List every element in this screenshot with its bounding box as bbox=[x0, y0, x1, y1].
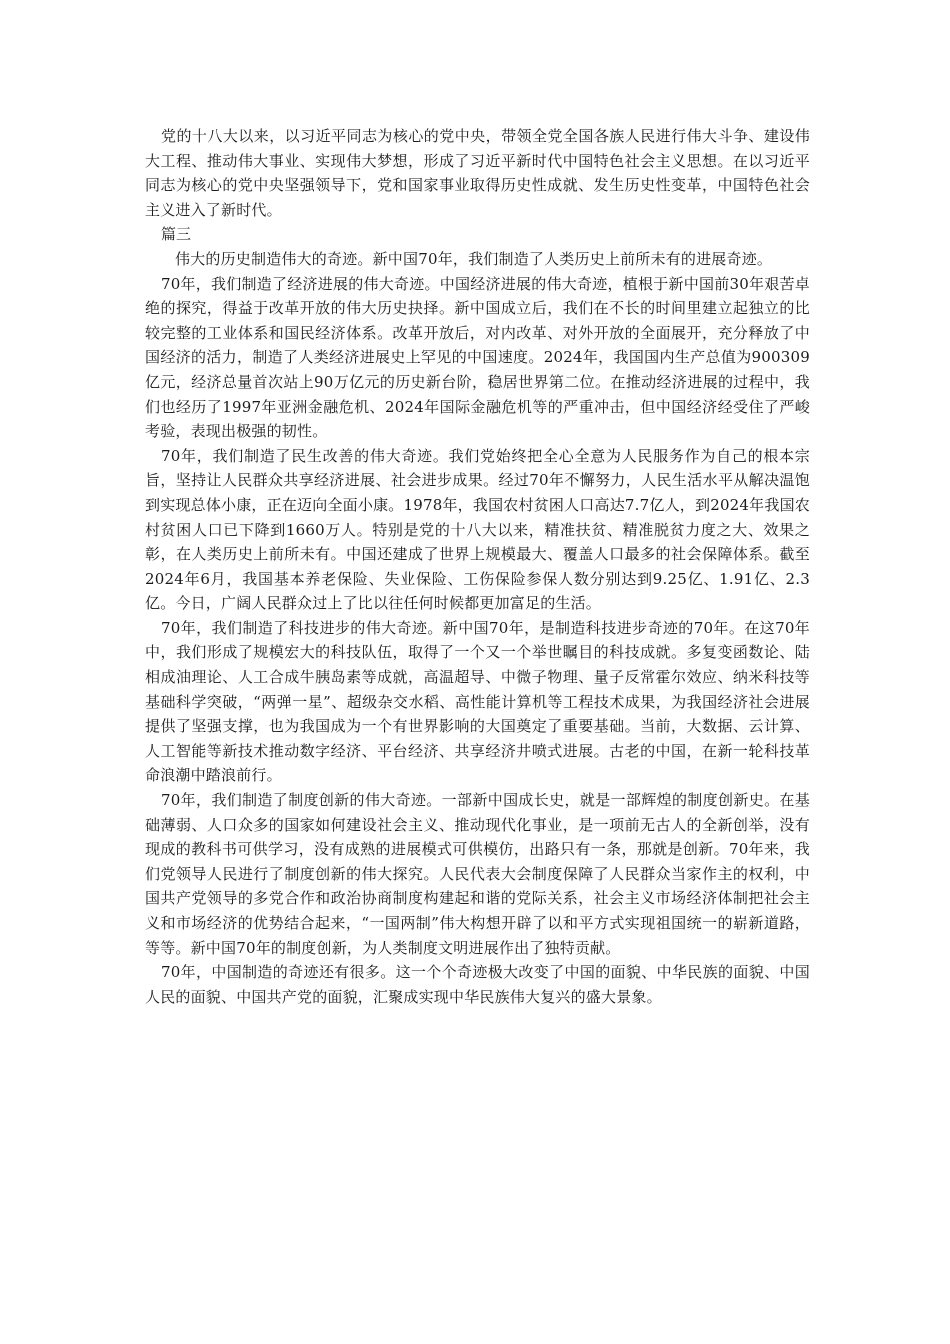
section-heading: 篇三 bbox=[161, 225, 192, 244]
paragraph-conclusion: 70年，中国制造的奇迹还有很多。这一个个奇迹极大改变了中国的面貌、中华民族的面貌、中国人民的面貌、中国共产党的面貌，汇聚成实现中华民族伟大复兴的盛大景象。 bbox=[145, 963, 810, 1006]
paragraph-party-congress: 党的十八大以来，以习近平同志为核心的党中央，带领全党全国各族人民进行伟大斗争、建设伟大工程、推动伟大事业、实现伟大梦想，形成了习近平新时代中国特色社会主义思想。在以习近平同志为核心的党中央坚强领导下，党和国家事业取得历史性成就、发生历史性变革，中国特色社会主义进入了新时代。 bbox=[145, 127, 810, 219]
paragraph-technology: 70年，我们制造了科技进步的伟大奇迹。新中国70年，是制造科技进步奇迹的70年。在这70年中，我们形成了规模宏大的科技队伍，取得了一个又一个举世瞩目的科技成就。多复变函数论、陆相成油理论、人工合成牛胰岛素等成就，高温超导、中微子物理、量子反常霍尔效应、纳米科技等基础科学突破，“两弹一星”、超级杂交水稻、高性能计算机等工程技术成果，为我国经济社会进展提供了坚强支撑，也为我国成为一个有世界影响的大国奠定了重要基础。当前，大数据、云计算、人工智能等新技术推动数字经济、平台经济、共享经济井喷式进展。古老的中国，在新一轮科技革命浪潮中踏浪前行。 bbox=[145, 618, 810, 785]
paragraph-livelihood: 70年，我们制造了民生改善的伟大奇迹。我们党始终把全心全意为人民服务作为自己的根本宗旨，坚持让人民群众共享经济进展、社会进步成果。经过70年不懈努力，人民生活水平从解决温饱到实现总体小康，正在迈向全面小康。1978年，我国农村贫困人口高达7.7亿人，到2024年我国农村贫困人口已下降到1660万人。特别是党的十八大以来，精准扶贫、精准脱贫力度之大、效果之彰，在人类历史上前所未有。中国还建成了世界上规模最大、覆盖人口最多的社会保障体系。截至2024年6月，我国基本养老保险、失业保险、工伤保险参保人数分别达到9.25亿、1.91亿、2.3亿。今日，广阔人民群众过上了比以往任何时候都更加富足的生活。 bbox=[145, 446, 810, 613]
paragraph-institution: 70年，我们制造了制度创新的伟大奇迹。一部新中国成长史，就是一部辉煌的制度创新史。在基础薄弱、人口众多的国家如何建设社会主义、推动现代化事业，是一项前无古人的全新创举，没有现成的教科书可供学习，没有成熟的进展模式可供模仿，出路只有一条，那就是创新。70年来，我们党领导人民进行了制度创新的伟大探究。人民代表大会制度保障了人民群众当家作主的权利，中国共产党领导的多党合作和政治协商制度构建起和谐的党际关系，社会主义市场经济体制把社会主义和市场经济的优势结合起来，“一国两制”伟大构想开辟了以和平方式实现祖国统一的崭新道路，等等。新中国70年的制度创新，为人类制度文明进展作出了独特贡献。 bbox=[145, 791, 810, 957]
paragraph-intro: 伟大的历史制造伟大的奇迹。新中国70年，我们制造了人类历史上前所未有的进展奇迹。 bbox=[175, 249, 773, 268]
paragraph-economy: 70年，我们制造了经济进展的伟大奇迹。中国经济进展的伟大奇迹，植根于新中国前30年艰苦卓绝的探究，得益于改革开放的伟大历史抉择。新中国成立后，我们在不长的时间里建立起独立的比较完整的工业体系和国民经济体系。改革开放后，对内改革、对外开放的全面展开，充分释放了中国经济的活力，制造了人类经济进展史上罕见的中国速度。2024年，我国国内生产总值为900309亿元，经济总量首次站上90万亿元的历史新台阶，稳居世界第二位。在推动经济进展的过程中，我们也经历了1997年亚洲金融危机、2024年国际金融危机等的严重冲击，但中国经济经受住了严峻考验，表现出极强的韧性。 bbox=[145, 274, 810, 441]
document-page bbox=[145, 124, 810, 1009]
